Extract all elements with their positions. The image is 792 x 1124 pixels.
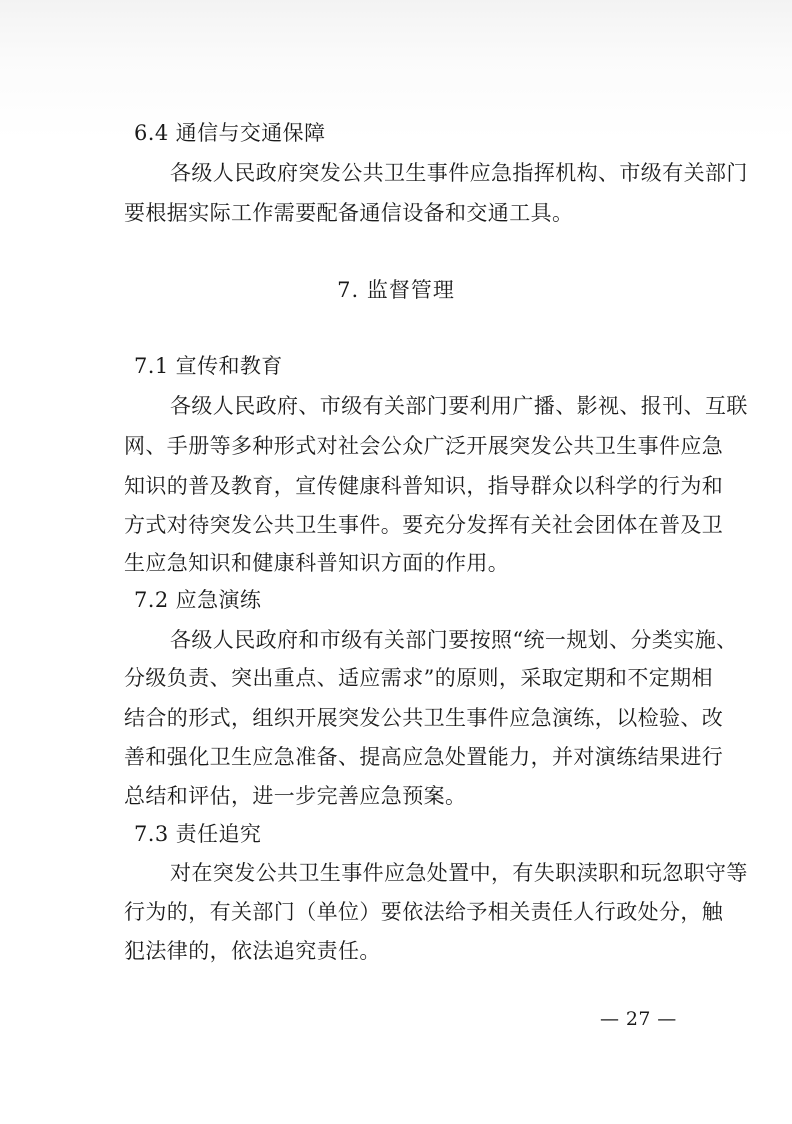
section-7-1-line-4: 方式对待突发公共卫生事件。要充分发挥有关社会团体在普及卫: [124, 513, 724, 537]
section-7-3-line-1: 对在突发公共卫生事件应急处置中，有失职渎职和玩忽职守等: [170, 861, 748, 885]
section-6-4-line-2: 要根据实际工作需要配备通信设备和交通工具。: [124, 201, 574, 225]
section-6-4-line-1: 各级人民政府突发公共卫生事件应急指挥机构、市级有关部门: [170, 161, 748, 185]
section-7-2-heading: 7.2 应急演练: [134, 588, 262, 612]
section-7-1-heading: 7.1 宣传和教育: [134, 354, 283, 378]
section-6-4-heading: 6.4 通信与交通保障: [134, 121, 326, 145]
section-7-3-line-2: 行为的，有关部门（单位）要依法给予相关责任人行政处分，触: [124, 900, 724, 924]
section-7-2-line-4: 善和强化卫生应急准备、提高应急处置能力，并对演练结果进行: [124, 745, 724, 769]
section-7-1-line-2: 网、手册等多种形式对社会公众广泛开展突发公共卫生事件应急: [124, 434, 724, 458]
section-7-1-line-1: 各级人民政府、市级有关部门要利用广播、影视、报刊、互联: [170, 394, 748, 418]
section-7-2-line-2: 分级负责、突出重点、适应需求”的原则，采取定期和不定期相: [124, 666, 713, 690]
section-7-2-line-3: 结合的形式，组织开展突发公共卫生事件应急演练，以检验、改: [124, 706, 724, 730]
section-7-3-line-3: 犯法律的，依法追究责任。: [124, 939, 381, 963]
section-7-3-heading: 7.3 责任追究: [134, 822, 262, 846]
page-number: — 27 —: [600, 1008, 677, 1030]
section-7-2-line-5: 总结和评估，进一步完善应急预案。: [124, 784, 467, 808]
section-7-1-line-5: 生应急知识和健康科普知识方面的作用。: [124, 551, 510, 575]
section-7-1-line-3: 知识的普及教育，宣传健康科普知识，指导群众以科学的行为和: [124, 474, 724, 498]
section-7-2-line-1: 各级人民政府和市级有关部门要按照“统一规划、分类实施、: [170, 628, 738, 652]
section-7-heading: 7. 监督管理: [337, 278, 455, 302]
